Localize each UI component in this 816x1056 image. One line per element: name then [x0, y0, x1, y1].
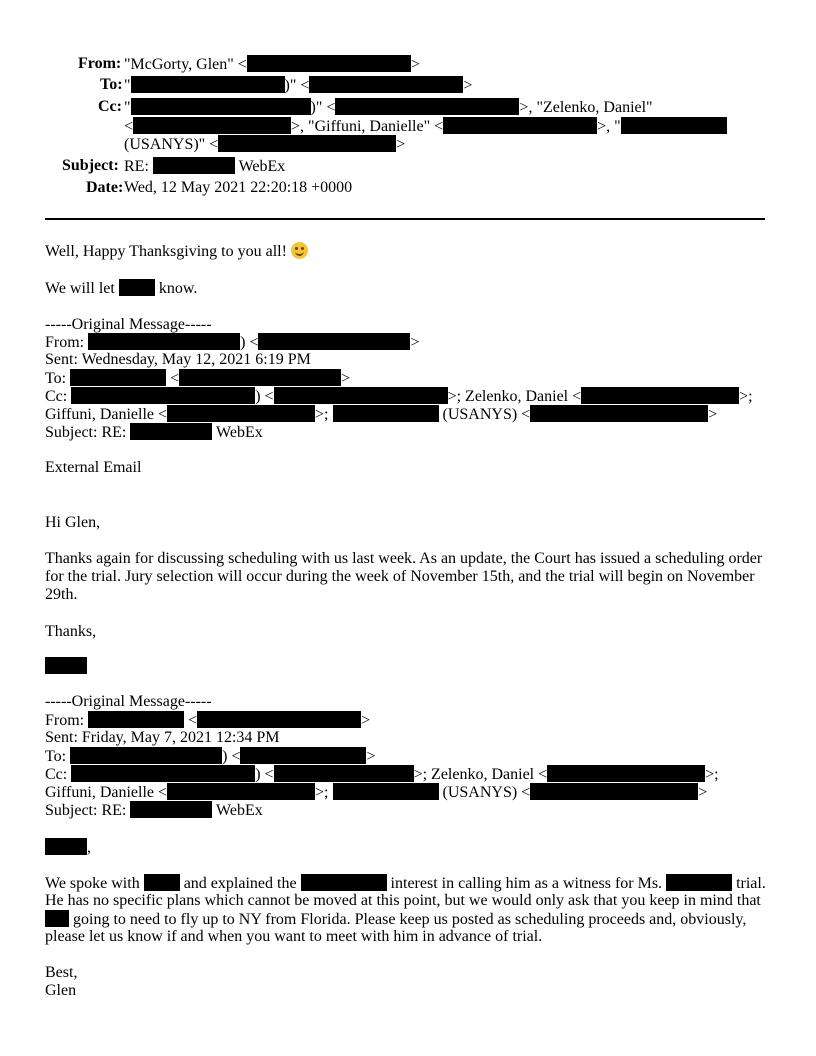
orig-giffuni: Giffuni, Danielle < [45, 406, 168, 423]
paragraph-line: He has no specific plans which cannot be moved at this point, but we would only ask that you keep in mind that [45, 892, 761, 909]
orig-from-label: From: [45, 712, 85, 729]
orig-from-line: From: ) < > [45, 334, 420, 351]
redaction [335, 98, 519, 115]
orig-subject-label: Subject: RE: [45, 802, 127, 819]
orig-cc-line2: Giffuni, Danielle < >; (USANYS) < > [45, 406, 718, 423]
subject-prefix: RE: [124, 158, 149, 175]
orig-from-line: From: < > [45, 712, 371, 729]
redaction [131, 76, 285, 93]
redaction [666, 874, 732, 891]
salutation-redacted: , [45, 838, 91, 857]
from-value: "McGorty, Glen" < > [124, 56, 420, 73]
closing-thanks: Thanks, [45, 623, 97, 640]
para2-text: going to need to fly up to NY from Florida. Please keep us posted as scheduling proceeds and, obviously, [73, 911, 747, 928]
cc-giffuni: >, "Giffuni, Danielle" < [291, 118, 444, 135]
redaction [130, 423, 212, 440]
redaction [309, 76, 463, 93]
orig-subject-webex: WebEx [216, 424, 263, 441]
paragraph-line: for the trial. Jury selection will occur during the week of November 15th, and the trial will begin on November [45, 568, 755, 585]
paragraph-line [45, 874, 766, 893]
redaction [530, 405, 708, 422]
smiling-face-icon [291, 242, 308, 259]
redaction [71, 765, 255, 782]
salutation: Hi Glen, [45, 514, 101, 531]
cc-usanys: (USANYS)" < [124, 136, 219, 153]
redaction [581, 387, 739, 404]
redaction [88, 711, 184, 728]
redaction [179, 369, 341, 386]
signature-redaction [45, 657, 87, 676]
orig-zelenko: >; Zelenko, Daniel < [413, 766, 548, 783]
let-know-suffix: know. [158, 280, 198, 297]
greeting-line [45, 242, 308, 261]
para2-text: We spoke with [45, 875, 140, 892]
para2-text: interest in calling him as a witness for Ms. [390, 875, 663, 892]
redaction [333, 405, 439, 422]
orig-cc-line2: Giffuni, Danielle < >; (USANYS) < > [45, 784, 708, 801]
redaction [130, 801, 212, 818]
orig-zelenko: >; Zelenko, Daniel < [447, 388, 582, 405]
cc-value-line3: (USANYS)" < > [124, 136, 406, 153]
orig-to-label: To: [45, 748, 67, 765]
greeting-text: Well, Happy Thanksgiving to you all! [45, 243, 287, 260]
paragraph-line: 29th. [45, 586, 78, 603]
subject-suffix: WebEx [238, 158, 286, 175]
redaction [258, 333, 410, 350]
redaction [153, 157, 235, 174]
orig-to-line: To: ) < > [45, 748, 376, 765]
redaction [240, 747, 366, 764]
orig-to-line: To: < > [45, 370, 351, 387]
redaction [621, 117, 727, 134]
redaction [70, 747, 222, 764]
cc-value-line2: < >, "Giffuni, Danielle" < >, " [124, 117, 727, 136]
original-marker: -----Original Message----- [45, 693, 212, 710]
orig-cc-line: Cc: ) < >; Zelenko, Daniel < >; [45, 388, 753, 405]
redaction [45, 838, 87, 855]
orig-subject-line [45, 423, 263, 442]
signature-name: Glen [45, 982, 77, 999]
orig-subject-webex: WebEx [216, 802, 263, 819]
paragraph-line: please let us know if and when you want to meet with him in advance of trial. [45, 928, 543, 945]
redaction [131, 98, 311, 115]
redaction [274, 765, 414, 782]
orig-sent-line: Sent: Wednesday, May 12, 2021 6:19 PM [45, 351, 311, 368]
orig-cc-label: Cc: [45, 766, 68, 783]
cc-value-line1: " )" < >, "Zelenko, Daniel" [124, 99, 653, 116]
orig-sent-line: Sent: Friday, May 7, 2021 12:34 PM [45, 729, 280, 746]
para2-text: and explained the [183, 875, 297, 892]
redaction [167, 783, 315, 800]
subject-label: Subject: [62, 157, 119, 174]
closing-best: Best, [45, 964, 78, 981]
redaction [218, 135, 396, 152]
header-divider [45, 218, 765, 220]
redaction [144, 874, 180, 891]
redaction [333, 783, 439, 800]
redaction [167, 405, 315, 422]
orig-subject-label: Subject: RE: [45, 424, 127, 441]
subject-value [124, 157, 285, 176]
from-label: From: [78, 55, 122, 72]
cc-label: Cc: [98, 98, 122, 115]
redaction [133, 117, 291, 134]
redaction [301, 874, 387, 891]
orig-from-label: From: [45, 334, 85, 351]
original-marker: -----Original Message----- [45, 316, 212, 333]
redaction [247, 55, 411, 72]
date-value: Wed, 12 May 2021 22:20:18 +0000 [124, 179, 353, 196]
orig-subject-line [45, 801, 263, 820]
external-email-notice: External Email [45, 459, 142, 476]
redaction [274, 387, 448, 404]
let-know-prefix: We will let [45, 280, 115, 297]
orig-to-label: To: [45, 370, 67, 387]
redaction [443, 117, 597, 134]
redaction [530, 783, 698, 800]
redaction [71, 387, 255, 404]
let-know-line [45, 279, 197, 298]
paragraph-line: Thanks again for discussing scheduling with us last week. As an update, the Court has issued a scheduling order [45, 550, 763, 567]
redaction [197, 711, 361, 728]
orig-usanys: (USANYS) < [442, 784, 531, 801]
orig-cc-line: Cc: ) < >; Zelenko, Daniel < >; [45, 766, 719, 783]
redaction [88, 333, 240, 350]
orig-usanys: (USANYS) < [442, 406, 531, 423]
date-label: Date: [86, 179, 124, 196]
orig-cc-label: Cc: [45, 388, 68, 405]
redaction [70, 369, 166, 386]
from-name: "McGorty, Glen" < [124, 56, 247, 73]
para2-text: trial. [736, 875, 766, 892]
orig-giffuni: Giffuni, Danielle < [45, 784, 168, 801]
redaction [119, 279, 155, 296]
redaction [45, 910, 69, 927]
to-value: " )" < > [124, 77, 473, 94]
paragraph-line [45, 910, 746, 929]
redaction [547, 765, 705, 782]
to-label: To: [100, 76, 123, 93]
redaction [45, 657, 87, 674]
cc-zelenko: "Zelenko, Daniel" [536, 99, 653, 116]
